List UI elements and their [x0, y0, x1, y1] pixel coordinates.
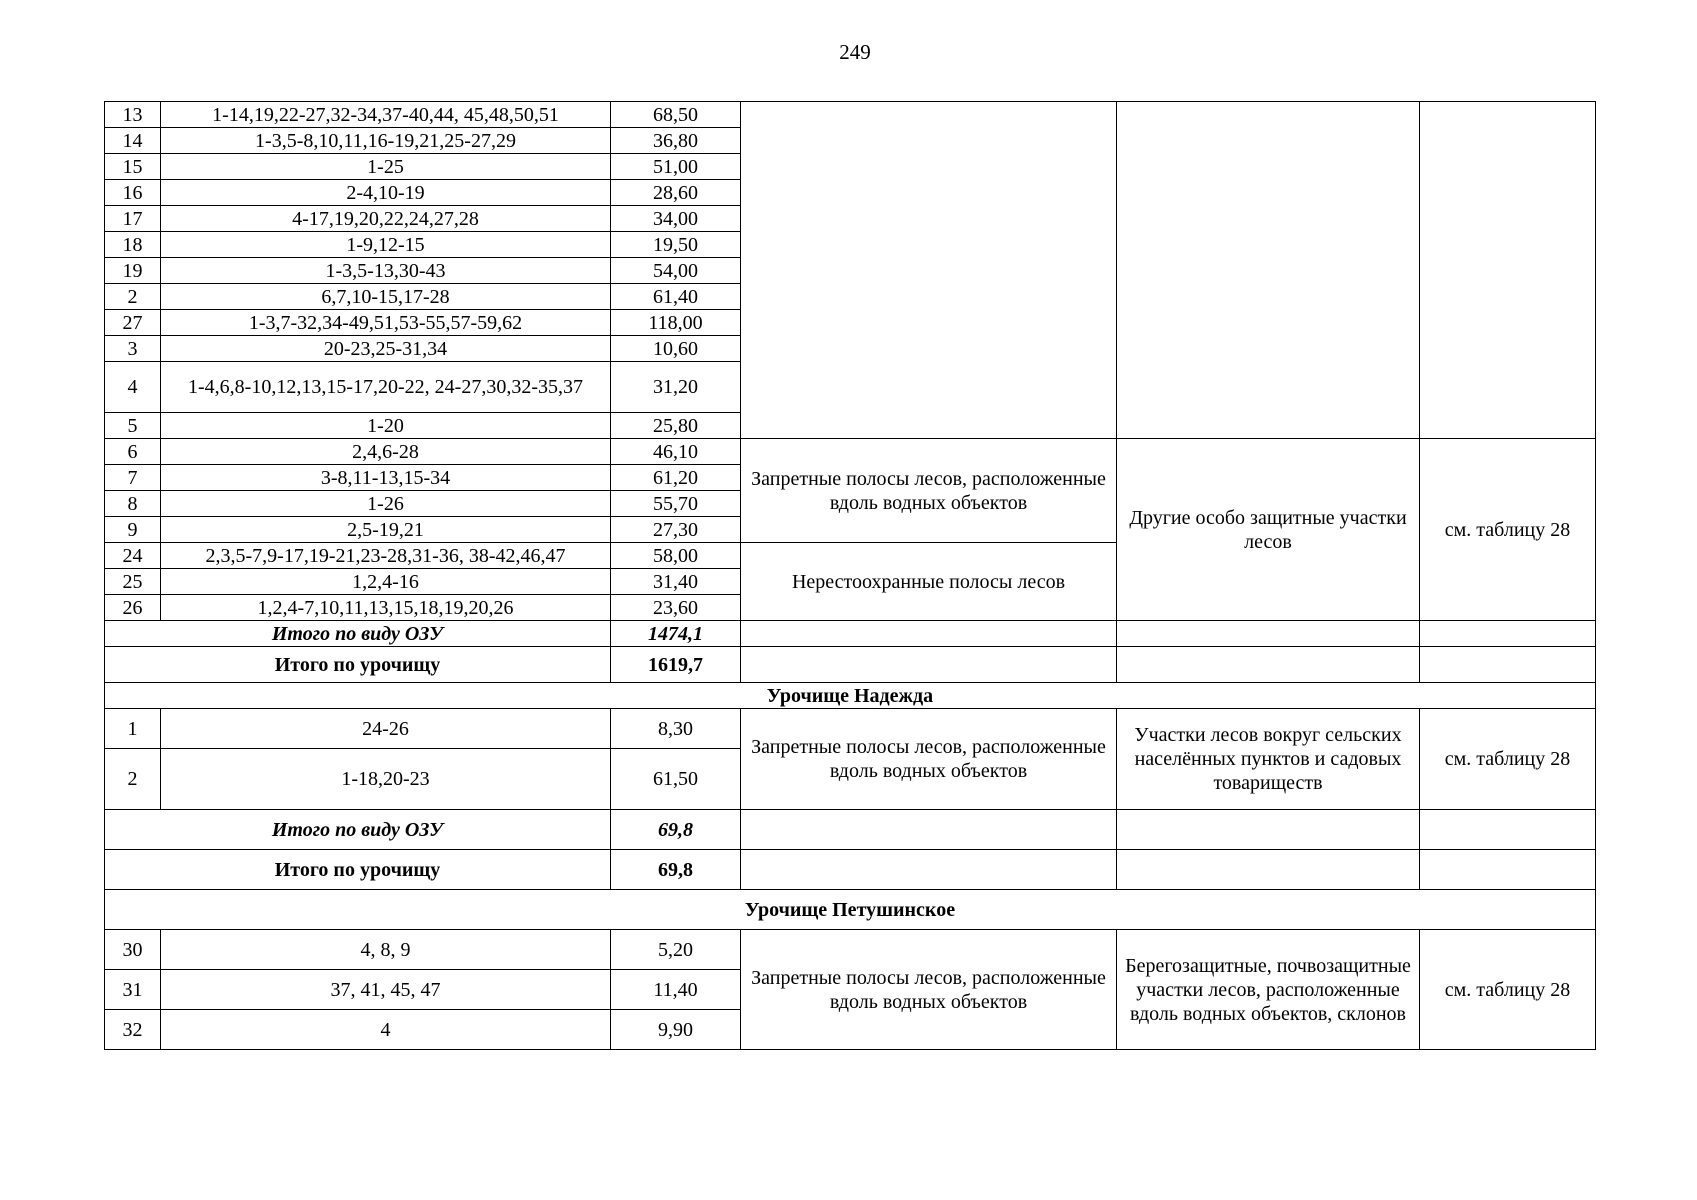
category-cell: Запретные полосы лесов, расположенные вдоль водных объектов — [741, 930, 1117, 1050]
row-plots: 1-20 — [161, 413, 611, 439]
section-title: Урочище Надежда — [105, 683, 1596, 709]
row-number: 26 — [105, 595, 161, 621]
row-plots: 2,5-19,21 — [161, 517, 611, 543]
total-label: Итого по урочищу — [105, 850, 611, 890]
row-number: 25 — [105, 569, 161, 595]
row-number: 24 — [105, 543, 161, 569]
row-area: 23,60 — [611, 595, 741, 621]
row-number: 16 — [105, 180, 161, 206]
row-area: 31,20 — [611, 362, 741, 413]
row-number: 8 — [105, 491, 161, 517]
row-number: 13 — [105, 102, 161, 128]
subtotal-label: Итого по виду ОЗУ — [105, 621, 611, 647]
row-area: 54,00 — [611, 258, 741, 284]
row-number: 3 — [105, 336, 161, 362]
total-label: Итого по урочищу — [105, 647, 611, 683]
empty-cell — [1420, 850, 1596, 890]
row-number: 18 — [105, 232, 161, 258]
empty-cell — [1420, 621, 1596, 647]
subtotal-value: 69,8 — [611, 810, 741, 850]
row-area: 36,80 — [611, 128, 741, 154]
row-area: 58,00 — [611, 543, 741, 569]
row-plots: 1,2,4-7,10,11,13,15,18,19,20,26 — [161, 595, 611, 621]
row-plots: 37, 41, 45, 47 — [161, 970, 611, 1010]
total-value: 69,8 — [611, 850, 741, 890]
protection-type-cell: Участки лесов вокруг сельских населённых пунктов и садовых товариществ — [1117, 709, 1420, 810]
row-area: 46,10 — [611, 439, 741, 465]
row-number: 2 — [105, 749, 161, 810]
subtotal-row — [105, 621, 1596, 647]
reference-cell: см. таблицу 28 — [1420, 709, 1596, 810]
row-area: 9,90 — [611, 1010, 741, 1050]
row-area: 51,00 — [611, 154, 741, 180]
row-area: 68,50 — [611, 102, 741, 128]
row-plots: 2,3,5-7,9-17,19-21,23-28,31-36, 38-42,46,47 — [161, 543, 611, 569]
row-number: 27 — [105, 310, 161, 336]
row-plots: 1-4,6,8-10,12,13,15-17,20-22, 24-27,30,32-35,37 — [161, 362, 611, 413]
row-area: 34,00 — [611, 206, 741, 232]
section-title: Урочище Петушинское — [105, 890, 1596, 930]
empty-cell — [741, 647, 1117, 683]
category-cell: Запретные полосы лесов, расположенные вдоль водных объектов — [741, 439, 1117, 543]
protection-type-cell: Берегозащитные, почвозащитные участки лесов, расположенные вдоль водных объектов, склонов — [1117, 930, 1420, 1050]
row-plots: 1-26 — [161, 491, 611, 517]
row-area: 61,20 — [611, 465, 741, 491]
row-plots: 1,2,4-16 — [161, 569, 611, 595]
row-area: 118,00 — [611, 310, 741, 336]
protection-type-cell: Другие особо защитные участки лесов — [1117, 439, 1420, 621]
table-row — [105, 709, 1596, 749]
category-cell: Нерестоохранные полосы лесов — [741, 543, 1117, 621]
empty-cell — [1117, 810, 1420, 850]
row-plots: 1-18,20-23 — [161, 749, 611, 810]
section-title-row — [105, 890, 1596, 930]
row-plots: 1-3,7-32,34-49,51,53-55,57-59,62 — [161, 310, 611, 336]
empty-cell — [1117, 850, 1420, 890]
row-plots: 1-3,5-8,10,11,16-19,21,25-27,29 — [161, 128, 611, 154]
table-row — [105, 102, 1596, 128]
row-number: 5 — [105, 413, 161, 439]
row-plots: 1-9,12-15 — [161, 232, 611, 258]
row-plots: 6,7,10-15,17-28 — [161, 284, 611, 310]
row-area: 61,50 — [611, 749, 741, 810]
row-plots: 1-14,19,22-27,32-34,37-40,44, 45,48,50,51 — [161, 102, 611, 128]
row-plots: 4-17,19,20,22,24,27,28 — [161, 206, 611, 232]
row-area: 27,30 — [611, 517, 741, 543]
section-1-totals — [105, 621, 1596, 683]
forest-plots-table — [104, 101, 1596, 1050]
row-plots: 4 — [161, 1010, 611, 1050]
section-2 — [105, 683, 1596, 890]
empty-cell — [1420, 102, 1596, 439]
row-number: 19 — [105, 258, 161, 284]
reference-cell: см. таблицу 28 — [1420, 439, 1596, 621]
row-area: 11,40 — [611, 970, 741, 1010]
section-3 — [105, 890, 1596, 1050]
row-area: 5,20 — [611, 930, 741, 970]
total-value: 1619,7 — [611, 647, 741, 683]
row-area: 31,40 — [611, 569, 741, 595]
empty-cell — [741, 810, 1117, 850]
total-row — [105, 647, 1596, 683]
section-1-body — [105, 102, 1596, 621]
empty-cell — [1117, 102, 1420, 439]
row-number: 2 — [105, 284, 161, 310]
empty-cell — [741, 102, 1117, 439]
row-plots: 1-25 — [161, 154, 611, 180]
row-number: 14 — [105, 128, 161, 154]
row-plots: 3-8,11-13,15-34 — [161, 465, 611, 491]
table-row — [105, 439, 1596, 465]
row-number: 4 — [105, 362, 161, 413]
empty-cell — [741, 850, 1117, 890]
row-number: 31 — [105, 970, 161, 1010]
row-area: 55,70 — [611, 491, 741, 517]
row-number: 7 — [105, 465, 161, 491]
row-plots: 4, 8, 9 — [161, 930, 611, 970]
subtotal-row — [105, 810, 1596, 850]
empty-cell — [1420, 810, 1596, 850]
category-cell: Запретные полосы лесов, расположенные вдоль водных объектов — [741, 709, 1117, 810]
row-number: 6 — [105, 439, 161, 465]
empty-cell — [1117, 647, 1420, 683]
row-area: 28,60 — [611, 180, 741, 206]
row-number: 32 — [105, 1010, 161, 1050]
empty-cell — [1117, 621, 1420, 647]
row-number: 30 — [105, 930, 161, 970]
row-number: 1 — [105, 709, 161, 749]
row-plots: 24-26 — [161, 709, 611, 749]
row-area: 19,50 — [611, 232, 741, 258]
row-number: 17 — [105, 206, 161, 232]
row-number: 9 — [105, 517, 161, 543]
empty-cell — [1420, 647, 1596, 683]
row-area: 8,30 — [611, 709, 741, 749]
row-number: 15 — [105, 154, 161, 180]
row-area: 61,40 — [611, 284, 741, 310]
total-row — [105, 850, 1596, 890]
row-area: 10,60 — [611, 336, 741, 362]
row-plots: 1-3,5-13,30-43 — [161, 258, 611, 284]
subtotal-label: Итого по виду ОЗУ — [105, 810, 611, 850]
page-number: 249 — [839, 40, 871, 64]
table-row — [105, 930, 1596, 970]
reference-cell: см. таблицу 28 — [1420, 930, 1596, 1050]
row-area: 25,80 — [611, 413, 741, 439]
empty-cell — [741, 621, 1117, 647]
subtotal-value: 1474,1 — [611, 621, 741, 647]
row-plots: 20-23,25-31,34 — [161, 336, 611, 362]
row-plots: 2,4,6-28 — [161, 439, 611, 465]
row-plots: 2-4,10-19 — [161, 180, 611, 206]
section-title-row — [105, 683, 1596, 709]
